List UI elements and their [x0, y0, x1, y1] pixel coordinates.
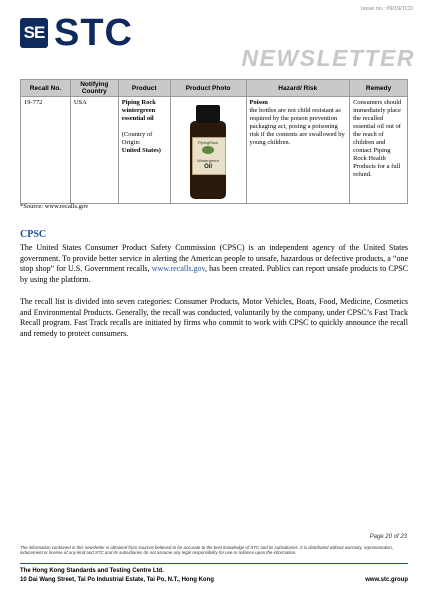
recall-table: [20, 79, 408, 204]
page-number: Page 20 of 23: [369, 534, 407, 540]
header-recall-no: Recall No.: [21, 80, 71, 97]
section-title: CPSC: [20, 229, 47, 240]
table-row: [21, 97, 408, 204]
cell-country: USA: [70, 97, 118, 204]
origin-label: (Country of Origin:: [121, 131, 153, 146]
page-header: [0, 0, 425, 70]
cell-remedy: Consumers should immediately place the recalled essential oil out of the reach of children and contact Piping Rock Health Products for a full refund.: [350, 97, 408, 204]
para1-text-a: The United States Consumer Product Safety Commission (CPSC) is an independent agency of the United States government. To provide better service in alerting the American people to unsafe, hazardous or defective products, a “one stop shop” for U.S. Government recalls,: [20, 243, 408, 273]
header-hazard-risk: Hazard/ Risk: [246, 80, 350, 97]
product-name: Piping Rock wintergreen essential oil: [121, 99, 156, 122]
cpsc-paragraph-1: [20, 243, 408, 285]
cell-product-photo: [170, 97, 246, 204]
hazard-title: Poison: [249, 99, 268, 106]
product-photo: [188, 105, 228, 201]
hazard-text: the bottles are not child resistant as required by the poison prevention packaging act, posing a poisoning risk if the contents are swallowed by young children.: [249, 107, 345, 146]
bottle-product-name: Wintergreen: [197, 158, 219, 163]
header-notifying-country: Notifying Country: [70, 80, 118, 97]
stc-logo-text: STC: [54, 12, 133, 54]
header-product: Product: [118, 80, 170, 97]
cell-product: [118, 97, 170, 204]
cell-recall-no: 19-772: [21, 97, 71, 204]
origin-value: United States): [121, 147, 161, 154]
stc-logo-mark: SE: [20, 18, 48, 48]
bottle-brand: PipingRock: [197, 140, 219, 145]
source-note: *Source: www.recalls.gov: [20, 203, 89, 210]
recalls-link[interactable]: www.recalls.gov: [151, 264, 205, 273]
cpsc-paragraph-2: The recall list is divided into seven categories: Consumer Products, Motor Vehicles, Boats, Food, Medicine, Cosmetics and Environmental Products. Generally, the recall was conducted, voluntarily by the company, under CPSC’s Fast Track Recall program. Fast Track recalls are initiated by firms who commit to work with CPSC to quickly announce the recall and remedy to protect consumers.: [20, 297, 408, 338]
header-remedy: Remedy: [350, 80, 408, 97]
issue-number: Issue no.: #9/19/TCD: [361, 6, 413, 12]
wintergreen-leaf-icon: [202, 146, 214, 154]
bottle-cap: [196, 105, 220, 123]
company-address: 10 Dai Wang Street, Tai Po Industrial Estate, Tai Po, N.T., Hong Kong: [20, 577, 214, 583]
company-name: The Hong Kong Standards and Testing Centre Ltd.: [20, 568, 164, 574]
newsletter-title: NEWSLETTER: [241, 45, 415, 71]
para1-text-b: , has been created. Publics can report unsafe products to CPSC by using the platform.: [20, 264, 409, 284]
website-link[interactable]: www.stc.group: [365, 577, 408, 583]
footer-divider: [20, 563, 408, 564]
bottle-oil: Oil: [204, 164, 213, 170]
cell-hazard: [246, 97, 350, 204]
table-header-row: [21, 80, 408, 97]
header-product-photo: Product Photo: [170, 80, 246, 97]
disclaimer: The information contained in this newsletter is obtained from sources believed to be accurate to the best knowledge of STC and its subsidiaries. It is distributed without warranty, representation, inducement or license of any kind and STC and its subsidiaries do not assume any legal responsibility for use or reliance upon the information.: [20, 545, 394, 556]
